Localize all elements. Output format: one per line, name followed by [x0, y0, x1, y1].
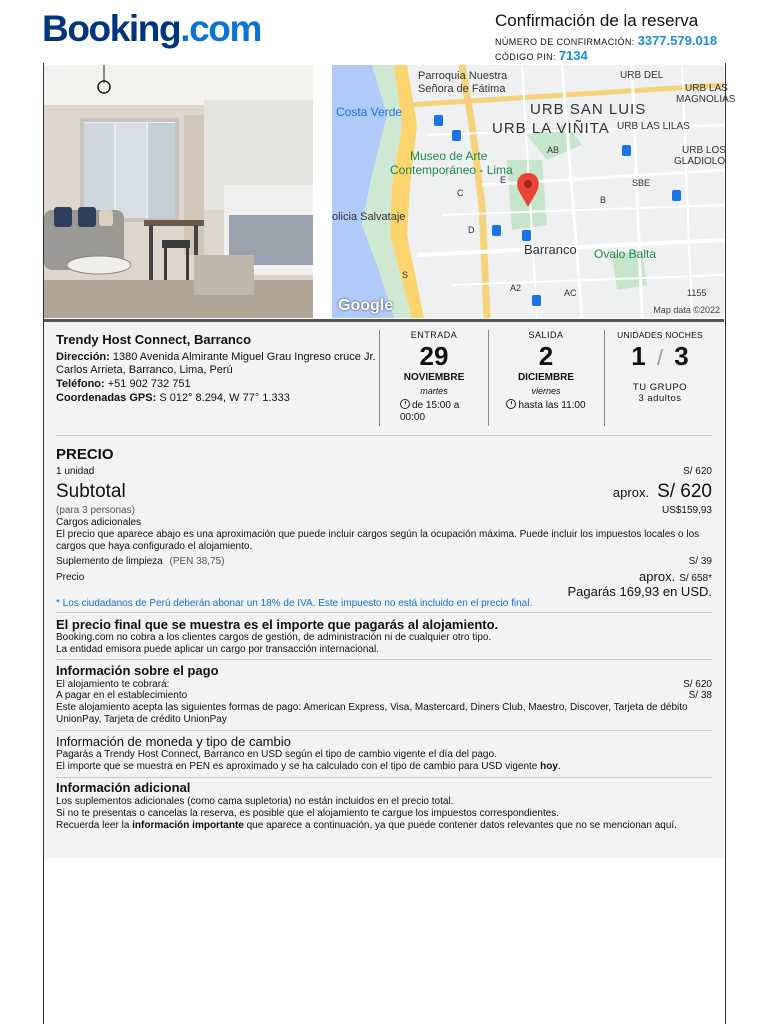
map-label: Barranco [524, 242, 577, 257]
payment-onsite-value: S/ 38 [688, 690, 712, 701]
column-divider [488, 330, 489, 426]
units-nights-header [608, 330, 712, 340]
checkin-day: 29 [419, 341, 449, 371]
map-label: URB DEL [620, 70, 664, 81]
property-photo [44, 65, 313, 318]
map-label: olicia Salvataje [332, 211, 406, 223]
payment-title: Información sobre el pago [56, 663, 219, 678]
confirmation-block [495, 11, 717, 63]
map-label: URB LAS [685, 83, 728, 94]
pin-code: 7134 [558, 48, 588, 63]
price-value: S/ 658* [679, 573, 712, 584]
map-label: URB LA VIÑITA [492, 120, 610, 137]
bus-stop-icon [434, 115, 443, 126]
map-label: URB LOS [682, 145, 726, 156]
map-label: URB SAN LUIS [530, 101, 647, 118]
confirmation-number: 3377.579.018 [637, 33, 718, 48]
final-price-title: El precio final que se muestra es el importe que pagarás al alojamiento. [56, 617, 499, 632]
cleaning-pen: (PEN 38,75) [169, 556, 225, 567]
confirmation-title: Confirmación de la reserva [495, 11, 699, 30]
additional-line3-c: que aparece a continuación, ya que puede contener datos relevantes que no se mencionan aquí. [243, 820, 677, 831]
checkout-time [490, 399, 602, 411]
map-label: URB LAS LILAS [617, 121, 690, 132]
map-label: S [402, 270, 409, 280]
map-label: 1155 [687, 288, 707, 298]
google-logo: Google [338, 297, 394, 314]
map-label: A2 [510, 283, 522, 293]
additional-line1: Los suplementos adicionales (como cama supletoria) no están incluidos en el precio total. [56, 796, 454, 807]
bus-stop-icon [452, 130, 461, 141]
divider [56, 730, 712, 731]
additional-line3-a: Recuerda leer la [56, 820, 133, 831]
extra-charges-label: Cargos adicionales [56, 517, 142, 528]
checkin-time-text: de 15:00 a 00:00 [400, 400, 460, 423]
divider [56, 659, 712, 660]
unit-label: 1 unidad [56, 466, 95, 477]
price-label: Precio [56, 572, 85, 583]
clock-icon [400, 399, 410, 409]
cleaning-label: Suplemento de limpieza [56, 556, 163, 567]
checkin-label: ENTRADA [410, 330, 458, 340]
map-data-credit: Map data ©2022 [653, 305, 720, 315]
cleaning-value: S/ 39 [688, 556, 712, 567]
payment-methods: Este alojamiento acepta las siguientes formas de pago: American Express, Visa, Mastercard, Diners Club, Maestro, Discover, Tarjeta de débito UnionPay, Tarjeta de crédito UnionPay [56, 702, 688, 725]
map-label: Museo de Arte [410, 149, 488, 163]
bus-stop-icon [492, 225, 501, 236]
units-nights-slash: / [656, 345, 664, 370]
checkin-month: NOVIEMBRE [403, 372, 465, 383]
subtotal-approx: aprox. [612, 485, 650, 500]
nights-label: NOCHES [665, 330, 703, 340]
gps-value: S 012° 8.294, W 77° 1.333 [159, 392, 290, 404]
stay-column [608, 330, 712, 404]
map-label: C [457, 188, 464, 198]
subtotal-label: Subtotal [56, 481, 126, 502]
map-label: Señora de Fátima [418, 83, 506, 95]
divider [56, 612, 712, 613]
subtotal-amount [613, 481, 712, 503]
map-label: E [500, 175, 507, 185]
map-label: D [468, 225, 475, 235]
map-label: Costa Verde [336, 105, 403, 119]
currency-line2-c: . [557, 761, 561, 772]
map-label: AB [547, 145, 560, 155]
units-label: UNIDADES [617, 330, 663, 340]
divider [56, 777, 712, 778]
map-label: Ovalo Balta [594, 247, 657, 261]
logo-dotcom: .com [180, 8, 261, 49]
units-value: 1 [631, 341, 646, 371]
map-label: Parroquia Nuestra [418, 70, 508, 82]
bus-stop-icon [522, 230, 531, 241]
currency-line2-a: El importe que se muestra en PEN es aproximado y se ha calculado con el tipo de cambio para USD vigente [56, 761, 541, 772]
map-label: SBE [632, 178, 651, 188]
currency-line1: Pagarás a Trendy Host Connect, Barranco en USD según el tipo de cambio vigente el día del pago. [56, 749, 497, 760]
booking-logo [42, 8, 261, 50]
logo-main: Booking [42, 8, 181, 49]
property-address [56, 351, 376, 377]
group-value: 3 adultos [638, 393, 682, 404]
payment-charge-value: S/ 620 [683, 679, 712, 690]
map-label: AC [564, 288, 577, 298]
column-divider [604, 330, 605, 426]
pin-label: CÓDIGO PIN: [495, 52, 556, 62]
property-gps [56, 392, 376, 405]
pin-row [495, 48, 717, 63]
usd-value: US$159,93 [661, 505, 712, 516]
property-name: Trendy Host Connect, Barranco [56, 332, 252, 347]
address-label: Dirección: [56, 351, 110, 363]
final-price-line1: Booking.com no cobra a los clientes cargos de gestión, de administración ni de cualquier otro tipo. [56, 632, 492, 643]
column-divider [379, 330, 380, 426]
subtotal-value: S/ 620 [657, 481, 712, 502]
bus-stop-icon [672, 190, 681, 201]
units-nights-values [608, 342, 712, 372]
map-label: GLADIOLO [674, 156, 726, 167]
map-label: MAGNOLIAS [676, 94, 736, 105]
phone-label: Teléfono: [56, 378, 105, 390]
price-approx: aprox. [639, 569, 676, 584]
phone-value[interactable]: +51 902 732 751 [107, 378, 191, 390]
extra-charges-note: El precio que aparece abajo es una aproximación que puede incluir cargos según la ocupación máxima. Puede incluir los impuestos locales o los cargos que haya configurado el alojamiento. [56, 529, 700, 552]
location-map[interactable] [332, 65, 736, 318]
map-label: B [600, 195, 607, 205]
checkout-time-text: hasta las 11:00 [518, 400, 586, 411]
price-title: PRECIO [56, 446, 114, 463]
bus-stop-icon [622, 145, 631, 156]
additional-title: Información adicional [56, 780, 191, 795]
map-label: Contemporáneo - Lima [390, 163, 513, 177]
checkout-day: 2 [538, 341, 554, 371]
persons-note: (para 3 personas) [56, 505, 135, 516]
confirmation-number-label: NÚMERO DE CONFIRMACIÓN: [495, 37, 635, 47]
vat-note: * Los ciudadanos de Perú deberán abonar un 18% de IVA. Este impuesto no está incluido en el precio final. [56, 598, 533, 609]
currency-line2 [56, 761, 712, 773]
nights-value: 3 [674, 341, 689, 371]
checkout-column [490, 330, 602, 411]
payment-charge-label: El alojamiento te cobrará: [56, 679, 170, 690]
additional-line3-b: información importante [132, 820, 244, 831]
divider [56, 435, 712, 436]
checkin-time [400, 399, 470, 424]
cleaning-row [56, 556, 225, 568]
unit-value: S/ 620 [683, 466, 712, 477]
checkout-weekday: viernes [531, 386, 561, 396]
confirmation-number-row [495, 33, 717, 48]
additional-line3 [56, 820, 712, 832]
currency-line2-b: hoy [540, 761, 558, 772]
payment-onsite-label: A pagar en el establecimiento [56, 690, 188, 701]
currency-title: Información de moneda y tipo de cambio [56, 734, 291, 749]
checkout-month: DICIEMBRE [517, 372, 575, 383]
final-price-line2: La entidad emisora puede aplicar un cargo por transacción internacional. [56, 644, 379, 655]
checkout-label: SALIDA [528, 330, 564, 340]
address-value: 1380 Avenida Almirante Miguel Grau Ingreso cruce Jr. Carlos Arrieta, Barranco, Lima, Perú [56, 351, 376, 376]
pay-usd: Pagarás 169,93 en USD. [567, 584, 712, 599]
price-amount [639, 569, 712, 584]
property-phone [56, 378, 376, 391]
clock-icon [506, 399, 516, 409]
group-label: TU GRUPO [632, 382, 688, 393]
checkin-weekday: martes [420, 386, 448, 396]
checkin-column [382, 330, 486, 424]
additional-line2: Si no te presentas o cancelas la reserva, es posible que el alojamiento te cargue los impuestos correspondientes. [56, 808, 560, 819]
bus-stop-icon [532, 295, 541, 306]
gps-label: Coordenadas GPS: [56, 392, 157, 404]
